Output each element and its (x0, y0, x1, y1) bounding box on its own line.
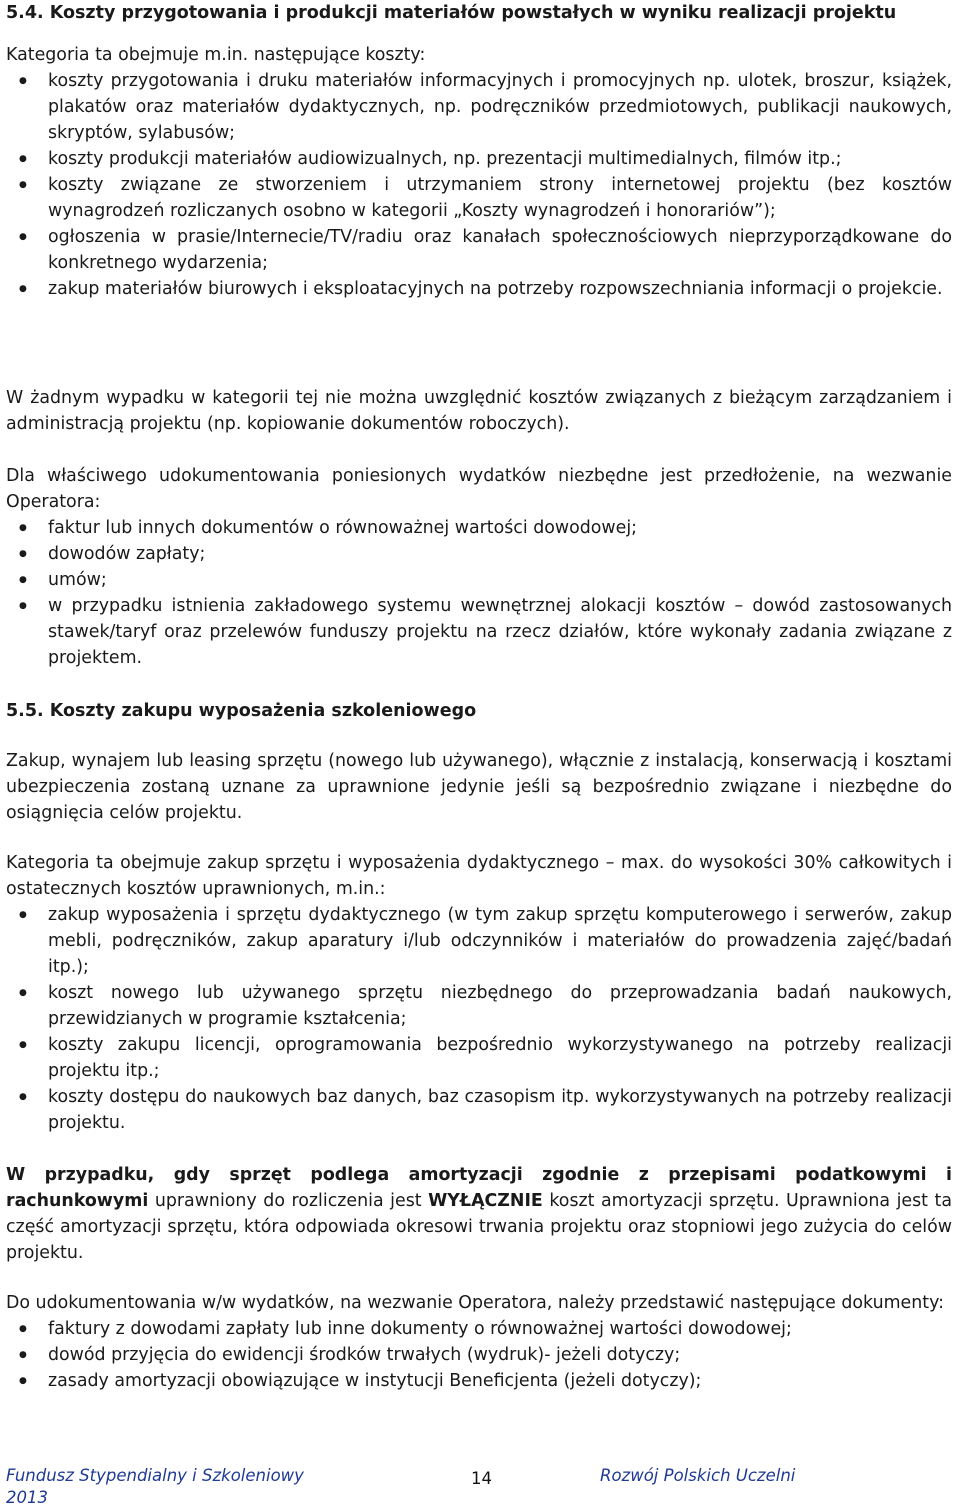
section-5-5-heading: 5.5. Koszty zakupu wyposażenia szkoleniowego (6, 701, 477, 721)
footer-program-name: Fundusz Stypendialny i Szkoleniowy 2013 (6, 1466, 304, 1507)
list-item: ● dowód przyjęcia do ewidencji środków trwałych (wydruk)- jeżeli dotyczy; (6, 1342, 952, 1368)
amortization-docs-intro: Do udokumentowania w/w wydatków, na wezwanie Operatora, należy przedstawić następujące dokumenty: (6, 1293, 944, 1313)
section-5-4-heading: 5.4. Koszty przygotowania i produkcji materiałów powstałych w wyniku realizacji projektu (6, 3, 897, 23)
list-item: ● zasady amortyzacji obowiązujące w instytucji Beneficjenta (jeżeli dotyczy); (6, 1368, 952, 1394)
amortization-text: uprawniony do rozliczenia jest (148, 1191, 429, 1211)
amortization-text-end: koszt amortyzacji sprzętu. Uprawniona jest ta część amortyzacji sprzętu, która odpowiada okresowi trwania projektu oraz stopniowi jego zużycia do celów projektu. (6, 1191, 952, 1263)
list-item: ● dowodów zapłaty; (6, 541, 952, 567)
list-item: ● ogłoszenia w prasie/Internecie/TV/radiu oraz kanałach społecznościowych nieprzyporządkowane do konkretnego wydarzenia; (6, 224, 952, 276)
page-footer (6, 1463, 952, 1509)
list-item: ● umów; (6, 567, 952, 593)
list-item: ● koszty zakupu licencji, oprogramowania bezpośrednio wykorzystywanego na potrzeby realizacji projektu itp.; (6, 1032, 952, 1084)
exclusion-note: W żadnym wypadku w kategorii tej nie można uwzględnić kosztów związanych z bieżącym zarządzaniem i administracją projektu (np. kopiowanie dokumentów roboczych). (6, 388, 952, 434)
page-number: 14 (471, 1469, 492, 1488)
equipment-category-intro: Kategoria ta obejmuje zakup sprzętu i wyposażenia dydaktycznego – max. do wysokości 30% całkowitych i ostatecznych kosztów uprawnionych, m.in.: (6, 853, 952, 899)
documentation-list (6, 515, 952, 671)
list-item: ● koszty produkcji materiałów audiowizualnych, np. prezentacji multimedialnych, filmów itp.; (6, 146, 952, 172)
list-item: ● koszty związane ze stworzeniem i utrzymaniem strony internetowej projektu (bez kosztów wynagrodzeń rozliczanych osobno w kategorii „Koszty wynagrodzeń i honorariów”); (6, 172, 952, 224)
list-item: ● zakup materiałów biurowych i eksploatacyjnych na potrzeby rozpowszechniania informacji o projekcie. (6, 276, 952, 302)
list-item: ● koszt nowego lub używanego sprzętu niezbędnego do przeprowadzania badań naukowych, przewidzianych w programie kształcenia; (6, 980, 952, 1032)
equipment-list (6, 902, 952, 1136)
list-item: ● koszty dostępu do naukowych baz danych, baz czasopism itp. wykorzystywanych na potrzeby realizacji projektu. (6, 1084, 952, 1136)
section-5-4-body (6, 42, 952, 302)
list-item: ● koszty przygotowania i druku materiałów informacyjnych i promocyjnych np. ulotek, broszur, książek, plakatów oraz materiałów dydaktycznych, np. podręczników przedmiotowych, publikacji naukowych, skryptów, sylabusów; (6, 68, 952, 146)
amortization-docs-block (6, 1290, 952, 1394)
amortization-exclusive-text: WYŁĄCZNIE (428, 1191, 543, 1211)
category-intro: Kategoria ta obejmuje m.in. następujące koszty: (6, 45, 426, 65)
cost-list (6, 68, 952, 302)
list-item: ● zakup wyposażenia i sprzętu dydaktycznego (w tym zakup sprzętu komputerowego i serwerów, zakup mebli, podręczników, zakup aparatury i/lub odczynników i materiałów do prowadzenia zajęć/badań itp.); (6, 902, 952, 980)
equipment-category-block (6, 850, 952, 1136)
list-item: ● w przypadku istnienia zakładowego systemu wewnętrznej alokacji kosztów – dowód zastosowanych stawek/taryf oraz przelewów funduszy projektu na rzecz działów, które wykonały zadania związane z projektem. (6, 593, 952, 671)
equipment-paragraph: Zakup, wynajem lub leasing sprzętu (nowego lub używanego), włącznie z instalacją, konserwacją i kosztami ubezpieczenia zostaną uznane za uprawnione jedynie jeśli są bezpośrednio związane i niezbędne do osiągnięcia celów projektu. (6, 751, 952, 823)
list-item: ● faktury z dowodami zapłaty lub inne dokumenty o równoważnej wartości dowodowej; (6, 1316, 952, 1342)
list-item: ● faktur lub innych dokumentów o równoważnej wartości dowodowej; (6, 515, 952, 541)
amortization-paragraph (6, 1162, 952, 1266)
footer-program-subtitle: Rozwój Polskich Uczelni (600, 1466, 796, 1485)
documentation-block (6, 463, 952, 671)
documentation-intro: Dla właściwego udokumentowania poniesionych wydatków niezbędne jest przedłożenie, na wezwanie Operatora: (6, 466, 952, 512)
amortization-docs-list (6, 1316, 952, 1394)
amortization-bold-text: W przypadku, gdy sprzęt podlega amortyzacji zgodnie z przepisami podatkowymi i rachunkowymi (6, 1165, 952, 1211)
